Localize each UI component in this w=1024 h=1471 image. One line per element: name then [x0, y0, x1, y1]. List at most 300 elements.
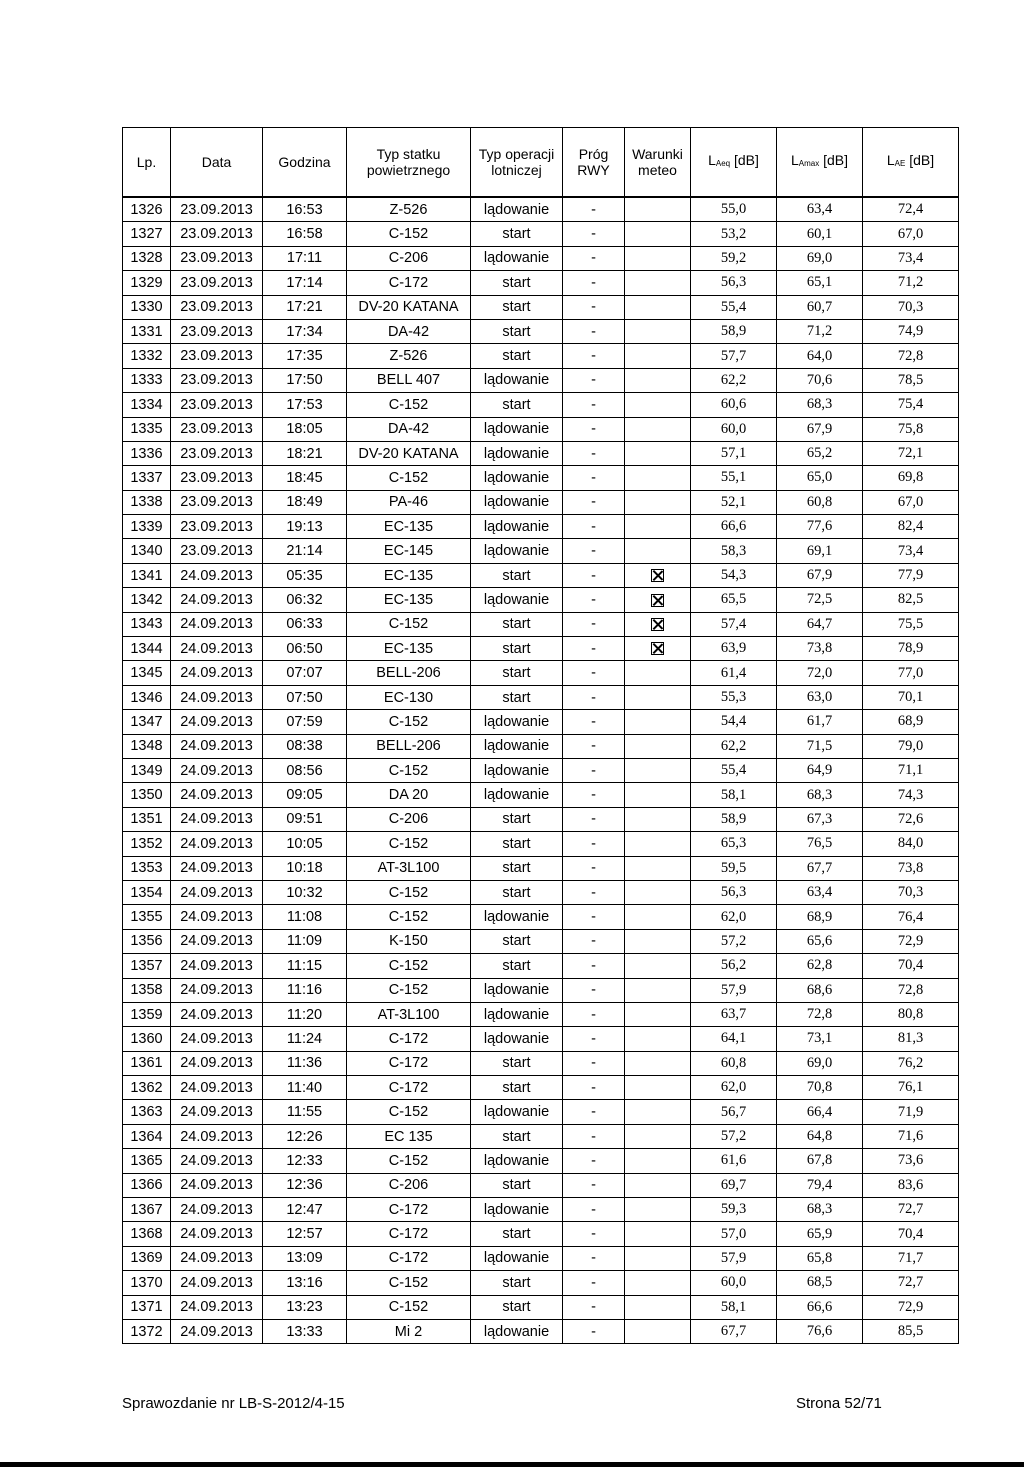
cell-lp: 1365 [123, 1149, 171, 1173]
cell-lae: 72,6 [863, 807, 959, 831]
cell-lae: 70,1 [863, 685, 959, 709]
cell-laeq: 53,2 [691, 222, 777, 246]
cell-lp: 1334 [123, 393, 171, 417]
cell-time: 17:34 [263, 319, 347, 343]
cell-aircraft: DV-20 KATANA [347, 441, 471, 465]
cell-lamax: 65,0 [777, 466, 863, 490]
cell-operation: start [471, 612, 563, 636]
cell-lamax: 64,9 [777, 758, 863, 782]
cell-date: 24.09.2013 [171, 685, 263, 709]
cell-weather [625, 490, 691, 514]
cell-lamax: 69,1 [777, 539, 863, 563]
cell-laeq: 55,3 [691, 685, 777, 709]
cell-lae: 85,5 [863, 1319, 959, 1343]
cell-date: 23.09.2013 [171, 246, 263, 270]
cell-lamax: 65,9 [777, 1222, 863, 1246]
cell-lae: 82,4 [863, 515, 959, 539]
cell-lp: 1356 [123, 929, 171, 953]
cell-laeq: 57,9 [691, 978, 777, 1002]
cell-aircraft: C-206 [347, 1173, 471, 1197]
cell-aircraft: AT-3L100 [347, 856, 471, 880]
table-row [123, 1246, 959, 1270]
cell-lamax: 72,5 [777, 588, 863, 612]
table-row [123, 1173, 959, 1197]
cell-aircraft: EC-135 [347, 563, 471, 587]
cell-lamax: 72,0 [777, 661, 863, 685]
cell-threshold: - [563, 954, 625, 978]
cell-laeq: 57,4 [691, 612, 777, 636]
cell-weather [625, 222, 691, 246]
cell-time: 13:09 [263, 1246, 347, 1270]
cell-laeq: 58,3 [691, 539, 777, 563]
cell-operation: start [471, 1271, 563, 1295]
cell-lamax: 62,8 [777, 954, 863, 978]
table-row [123, 954, 959, 978]
cell-lp: 1344 [123, 637, 171, 661]
cell-threshold: - [563, 1076, 625, 1100]
cell-operation: start [471, 1295, 563, 1319]
cell-laeq: 67,7 [691, 1319, 777, 1343]
cell-operation: start [471, 637, 563, 661]
table-row [123, 978, 959, 1002]
table-row [123, 588, 959, 612]
cell-lp: 1329 [123, 271, 171, 295]
cell-lae: 67,0 [863, 222, 959, 246]
cell-time: 06:50 [263, 637, 347, 661]
cell-date: 24.09.2013 [171, 1076, 263, 1100]
cell-laeq: 64,1 [691, 1027, 777, 1051]
cell-lae: 77,9 [863, 563, 959, 587]
cell-threshold: - [563, 1124, 625, 1148]
report-number: Sprawozdanie nr LB-S-2012/4-15 [122, 1395, 345, 1412]
table-row [123, 515, 959, 539]
cell-lae: 75,4 [863, 393, 959, 417]
cell-laeq: 55,1 [691, 466, 777, 490]
table-row [123, 222, 959, 246]
cell-aircraft: AT-3L100 [347, 1002, 471, 1026]
cell-threshold: - [563, 612, 625, 636]
cell-lae: 73,4 [863, 246, 959, 270]
cell-laeq: 54,4 [691, 710, 777, 734]
cell-operation: start [471, 393, 563, 417]
cell-lamax: 66,6 [777, 1295, 863, 1319]
cell-lamax: 64,8 [777, 1124, 863, 1148]
header-operation-type: Typ operacji lotniczej [471, 128, 563, 198]
cell-date: 23.09.2013 [171, 417, 263, 441]
cell-lamax: 60,1 [777, 222, 863, 246]
checkbox-x-icon [651, 618, 664, 631]
cell-operation: lądowanie [471, 1149, 563, 1173]
table-row [123, 319, 959, 343]
cell-weather [625, 1002, 691, 1026]
cell-threshold: - [563, 1222, 625, 1246]
cell-aircraft: C-152 [347, 1295, 471, 1319]
cell-threshold: - [563, 490, 625, 514]
cell-lp: 1371 [123, 1295, 171, 1319]
cell-date: 23.09.2013 [171, 197, 263, 222]
cell-lamax: 79,4 [777, 1173, 863, 1197]
cell-time: 11:16 [263, 978, 347, 1002]
cell-aircraft: EC-135 [347, 515, 471, 539]
cell-laeq: 58,1 [691, 1295, 777, 1319]
cell-date: 24.09.2013 [171, 758, 263, 782]
cell-threshold: - [563, 978, 625, 1002]
table-row [123, 1271, 959, 1295]
cell-operation: lądowanie [471, 490, 563, 514]
cell-operation: start [471, 685, 563, 709]
cell-lamax: 65,1 [777, 271, 863, 295]
cell-aircraft: C-152 [347, 222, 471, 246]
cell-lamax: 67,8 [777, 1149, 863, 1173]
cell-operation: lądowanie [471, 368, 563, 392]
cell-aircraft: K-150 [347, 929, 471, 953]
cell-operation: start [471, 222, 563, 246]
cell-weather [625, 1124, 691, 1148]
cell-lp: 1372 [123, 1319, 171, 1343]
cell-laeq: 56,3 [691, 880, 777, 904]
lae-label: $L_{AE}$ [dB] [886, 152, 935, 168]
cell-time: 07:07 [263, 661, 347, 685]
cell-laeq: 59,2 [691, 246, 777, 270]
cell-date: 24.09.2013 [171, 1271, 263, 1295]
cell-lae: 72,1 [863, 441, 959, 465]
cell-date: 24.09.2013 [171, 1124, 263, 1148]
cell-laeq: 60,0 [691, 417, 777, 441]
cell-lae: 71,6 [863, 1124, 959, 1148]
cell-threshold: - [563, 222, 625, 246]
cell-lp: 1360 [123, 1027, 171, 1051]
table-header [123, 128, 959, 198]
cell-operation: start [471, 344, 563, 368]
cell-lp: 1367 [123, 1198, 171, 1222]
cell-time: 19:13 [263, 515, 347, 539]
checkbox-x-icon [651, 569, 664, 582]
cell-lp: 1331 [123, 319, 171, 343]
cell-time: 11:36 [263, 1051, 347, 1075]
table-row [123, 466, 959, 490]
cell-weather [625, 1246, 691, 1270]
cell-laeq: 56,2 [691, 954, 777, 978]
cell-operation: start [471, 1051, 563, 1075]
cell-time: 11:40 [263, 1076, 347, 1100]
cell-time: 09:51 [263, 807, 347, 831]
cell-time: 08:38 [263, 734, 347, 758]
cell-lae: 73,4 [863, 539, 959, 563]
cell-weather [625, 1100, 691, 1124]
cell-laeq: 57,2 [691, 929, 777, 953]
cell-time: 18:05 [263, 417, 347, 441]
cell-operation: lądowanie [471, 783, 563, 807]
cell-operation: start [471, 319, 563, 343]
cell-date: 24.09.2013 [171, 905, 263, 929]
cell-time: 11:08 [263, 905, 347, 929]
table-row [123, 1076, 959, 1100]
cell-laeq: 58,9 [691, 319, 777, 343]
cell-lae: 69,8 [863, 466, 959, 490]
cell-threshold: - [563, 685, 625, 709]
cell-time: 13:23 [263, 1295, 347, 1319]
cell-time: 21:14 [263, 539, 347, 563]
cell-operation: start [471, 954, 563, 978]
cell-date: 23.09.2013 [171, 344, 263, 368]
cell-lp: 1333 [123, 368, 171, 392]
cell-aircraft: EC-130 [347, 685, 471, 709]
cell-lp: 1338 [123, 490, 171, 514]
cell-threshold: - [563, 1319, 625, 1343]
cell-operation: lądowanie [471, 710, 563, 734]
cell-weather [625, 929, 691, 953]
cell-time: 10:18 [263, 856, 347, 880]
cell-threshold: - [563, 1051, 625, 1075]
cell-lae: 84,0 [863, 832, 959, 856]
cell-lamax: 68,3 [777, 1198, 863, 1222]
cell-lamax: 73,1 [777, 1027, 863, 1051]
cell-time: 17:21 [263, 295, 347, 319]
table-row [123, 661, 959, 685]
cell-lae: 75,8 [863, 417, 959, 441]
cell-operation: start [471, 271, 563, 295]
cell-date: 24.09.2013 [171, 588, 263, 612]
cell-weather [625, 661, 691, 685]
cell-aircraft: C-152 [347, 466, 471, 490]
cell-lae: 76,4 [863, 905, 959, 929]
cell-threshold: - [563, 1149, 625, 1173]
cell-weather [625, 197, 691, 222]
cell-time: 11:24 [263, 1027, 347, 1051]
cell-threshold: - [563, 807, 625, 831]
cell-date: 24.09.2013 [171, 710, 263, 734]
cell-aircraft: C-206 [347, 807, 471, 831]
cell-lamax: 65,6 [777, 929, 863, 953]
cell-aircraft: DA-42 [347, 417, 471, 441]
cell-aircraft: C-206 [347, 246, 471, 270]
cell-lamax: 68,5 [777, 1271, 863, 1295]
cell-threshold: - [563, 1295, 625, 1319]
cell-lp: 1362 [123, 1076, 171, 1100]
cell-laeq: 55,4 [691, 295, 777, 319]
cell-lamax: 63,4 [777, 880, 863, 904]
cell-aircraft: C-152 [347, 880, 471, 904]
cell-time: 17:53 [263, 393, 347, 417]
cell-lamax: 76,5 [777, 832, 863, 856]
cell-operation: lądowanie [471, 758, 563, 782]
cell-weather [625, 1076, 691, 1100]
cell-threshold: - [563, 417, 625, 441]
cell-time: 13:16 [263, 1271, 347, 1295]
cell-lae: 74,9 [863, 319, 959, 343]
cell-threshold: - [563, 197, 625, 222]
cell-lp: 1364 [123, 1124, 171, 1148]
cell-time: 09:05 [263, 783, 347, 807]
cell-aircraft: C-152 [347, 710, 471, 734]
cell-operation: lądowanie [471, 1100, 563, 1124]
cell-lae: 71,1 [863, 758, 959, 782]
cell-lp: 1357 [123, 954, 171, 978]
cell-laeq: 63,7 [691, 1002, 777, 1026]
cell-lp: 1326 [123, 197, 171, 222]
cell-threshold: - [563, 441, 625, 465]
cell-time: 17:14 [263, 271, 347, 295]
cell-time: 11:15 [263, 954, 347, 978]
cell-lp: 1346 [123, 685, 171, 709]
cell-weather [625, 954, 691, 978]
cell-lae: 78,9 [863, 637, 959, 661]
cell-laeq: 57,9 [691, 1246, 777, 1270]
cell-lamax: 67,9 [777, 563, 863, 587]
cell-lamax: 60,7 [777, 295, 863, 319]
cell-date: 23.09.2013 [171, 515, 263, 539]
cell-weather [625, 393, 691, 417]
cell-lp: 1350 [123, 783, 171, 807]
table-row [123, 758, 959, 782]
cell-threshold: - [563, 758, 625, 782]
cell-aircraft: Mi 2 [347, 1319, 471, 1343]
lamax-label: $L_{Amax}$ [dB] [790, 152, 849, 168]
cell-lamax: 65,8 [777, 1246, 863, 1270]
cell-lae: 73,6 [863, 1149, 959, 1173]
cell-operation: lądowanie [471, 246, 563, 270]
lamax-sub: Amax [798, 159, 820, 168]
cell-threshold: - [563, 246, 625, 270]
cell-operation: start [471, 807, 563, 831]
cell-lp: 1339 [123, 515, 171, 539]
cell-aircraft: C-152 [347, 1271, 471, 1295]
cell-aircraft: C-152 [347, 612, 471, 636]
cell-lp: 1347 [123, 710, 171, 734]
cell-lp: 1355 [123, 905, 171, 929]
cell-laeq: 54,3 [691, 563, 777, 587]
cell-date: 24.09.2013 [171, 1027, 263, 1051]
cell-time: 06:32 [263, 588, 347, 612]
cell-date: 23.09.2013 [171, 490, 263, 514]
cell-laeq: 56,3 [691, 271, 777, 295]
cell-operation: lądowanie [471, 417, 563, 441]
table-row [123, 856, 959, 880]
cell-aircraft: C-172 [347, 1198, 471, 1222]
cell-weather [625, 368, 691, 392]
cell-weather [625, 515, 691, 539]
cell-time: 11:20 [263, 1002, 347, 1026]
cell-lamax: 70,8 [777, 1076, 863, 1100]
cell-date: 24.09.2013 [171, 1002, 263, 1026]
cell-laeq: 65,5 [691, 588, 777, 612]
header-aircraft-type: Typ statku powietrznego [347, 128, 471, 198]
cell-date: 24.09.2013 [171, 1149, 263, 1173]
table-row [123, 441, 959, 465]
cell-time: 11:55 [263, 1100, 347, 1124]
laeq-label: $L_{Aeq}$ [dB] [708, 152, 759, 168]
cell-lae: 70,3 [863, 295, 959, 319]
cell-lp: 1353 [123, 856, 171, 880]
header-weather: Warunki meteo [625, 128, 691, 198]
cell-operation: lądowanie [471, 1027, 563, 1051]
cell-aircraft: C-172 [347, 1246, 471, 1270]
cell-lp: 1341 [123, 563, 171, 587]
cell-operation: start [471, 661, 563, 685]
table-row [123, 1100, 959, 1124]
cell-lamax: 67,7 [777, 856, 863, 880]
cell-threshold: - [563, 832, 625, 856]
table-row [123, 368, 959, 392]
cell-date: 23.09.2013 [171, 466, 263, 490]
cell-threshold: - [563, 588, 625, 612]
cell-aircraft: DV-20 KATANA [347, 295, 471, 319]
cell-threshold: - [563, 1002, 625, 1026]
cell-lae: 68,9 [863, 710, 959, 734]
cell-threshold: - [563, 393, 625, 417]
cell-laeq: 62,2 [691, 368, 777, 392]
header-laeq [691, 128, 777, 198]
cell-aircraft: C-172 [347, 1027, 471, 1051]
cell-laeq: 56,7 [691, 1100, 777, 1124]
cell-aircraft: EC-135 [347, 637, 471, 661]
cell-lamax: 68,3 [777, 783, 863, 807]
cell-aircraft: C-152 [347, 1149, 471, 1173]
cell-operation: lądowanie [471, 1246, 563, 1270]
cell-weather [625, 295, 691, 319]
cell-weather [625, 1271, 691, 1295]
cell-operation: lądowanie [471, 1319, 563, 1343]
table-row [123, 685, 959, 709]
cell-lp: 1332 [123, 344, 171, 368]
cell-operation: lądowanie [471, 1198, 563, 1222]
table-row [123, 807, 959, 831]
cell-lamax: 68,9 [777, 905, 863, 929]
table-row [123, 880, 959, 904]
cell-lae: 71,9 [863, 1100, 959, 1124]
cell-laeq: 62,0 [691, 1076, 777, 1100]
table-row [123, 490, 959, 514]
cell-lae: 79,0 [863, 734, 959, 758]
cell-laeq: 69,7 [691, 1173, 777, 1197]
noise-measurement-table [122, 127, 959, 1344]
cell-aircraft: BELL-206 [347, 734, 471, 758]
cell-laeq: 62,0 [691, 905, 777, 929]
cell-aircraft: C-172 [347, 1051, 471, 1075]
cell-weather [625, 807, 691, 831]
cell-threshold: - [563, 1173, 625, 1197]
cell-lamax: 64,7 [777, 612, 863, 636]
cell-aircraft: PA-46 [347, 490, 471, 514]
cell-aircraft: C-152 [347, 978, 471, 1002]
checkbox-x-icon [651, 594, 664, 607]
cell-date: 24.09.2013 [171, 978, 263, 1002]
cell-weather [625, 319, 691, 343]
cell-lae: 72,8 [863, 978, 959, 1002]
cell-weather [625, 246, 691, 270]
cell-lamax: 65,2 [777, 441, 863, 465]
table-row [123, 783, 959, 807]
header-lp: Lp. [123, 128, 171, 198]
cell-time: 12:57 [263, 1222, 347, 1246]
cell-time: 10:32 [263, 880, 347, 904]
cell-operation: lądowanie [471, 515, 563, 539]
cell-aircraft: C-152 [347, 832, 471, 856]
cell-lp: 1345 [123, 661, 171, 685]
checkbox-x-icon [651, 642, 664, 655]
cell-laeq: 59,5 [691, 856, 777, 880]
cell-time: 18:45 [263, 466, 347, 490]
cell-operation: start [471, 1173, 563, 1197]
cell-lae: 75,5 [863, 612, 959, 636]
cell-time: 12:26 [263, 1124, 347, 1148]
cell-lp: 1343 [123, 612, 171, 636]
cell-lp: 1327 [123, 222, 171, 246]
cell-weather [625, 1173, 691, 1197]
cell-date: 24.09.2013 [171, 1295, 263, 1319]
cell-threshold: - [563, 1198, 625, 1222]
cell-lamax: 73,8 [777, 637, 863, 661]
